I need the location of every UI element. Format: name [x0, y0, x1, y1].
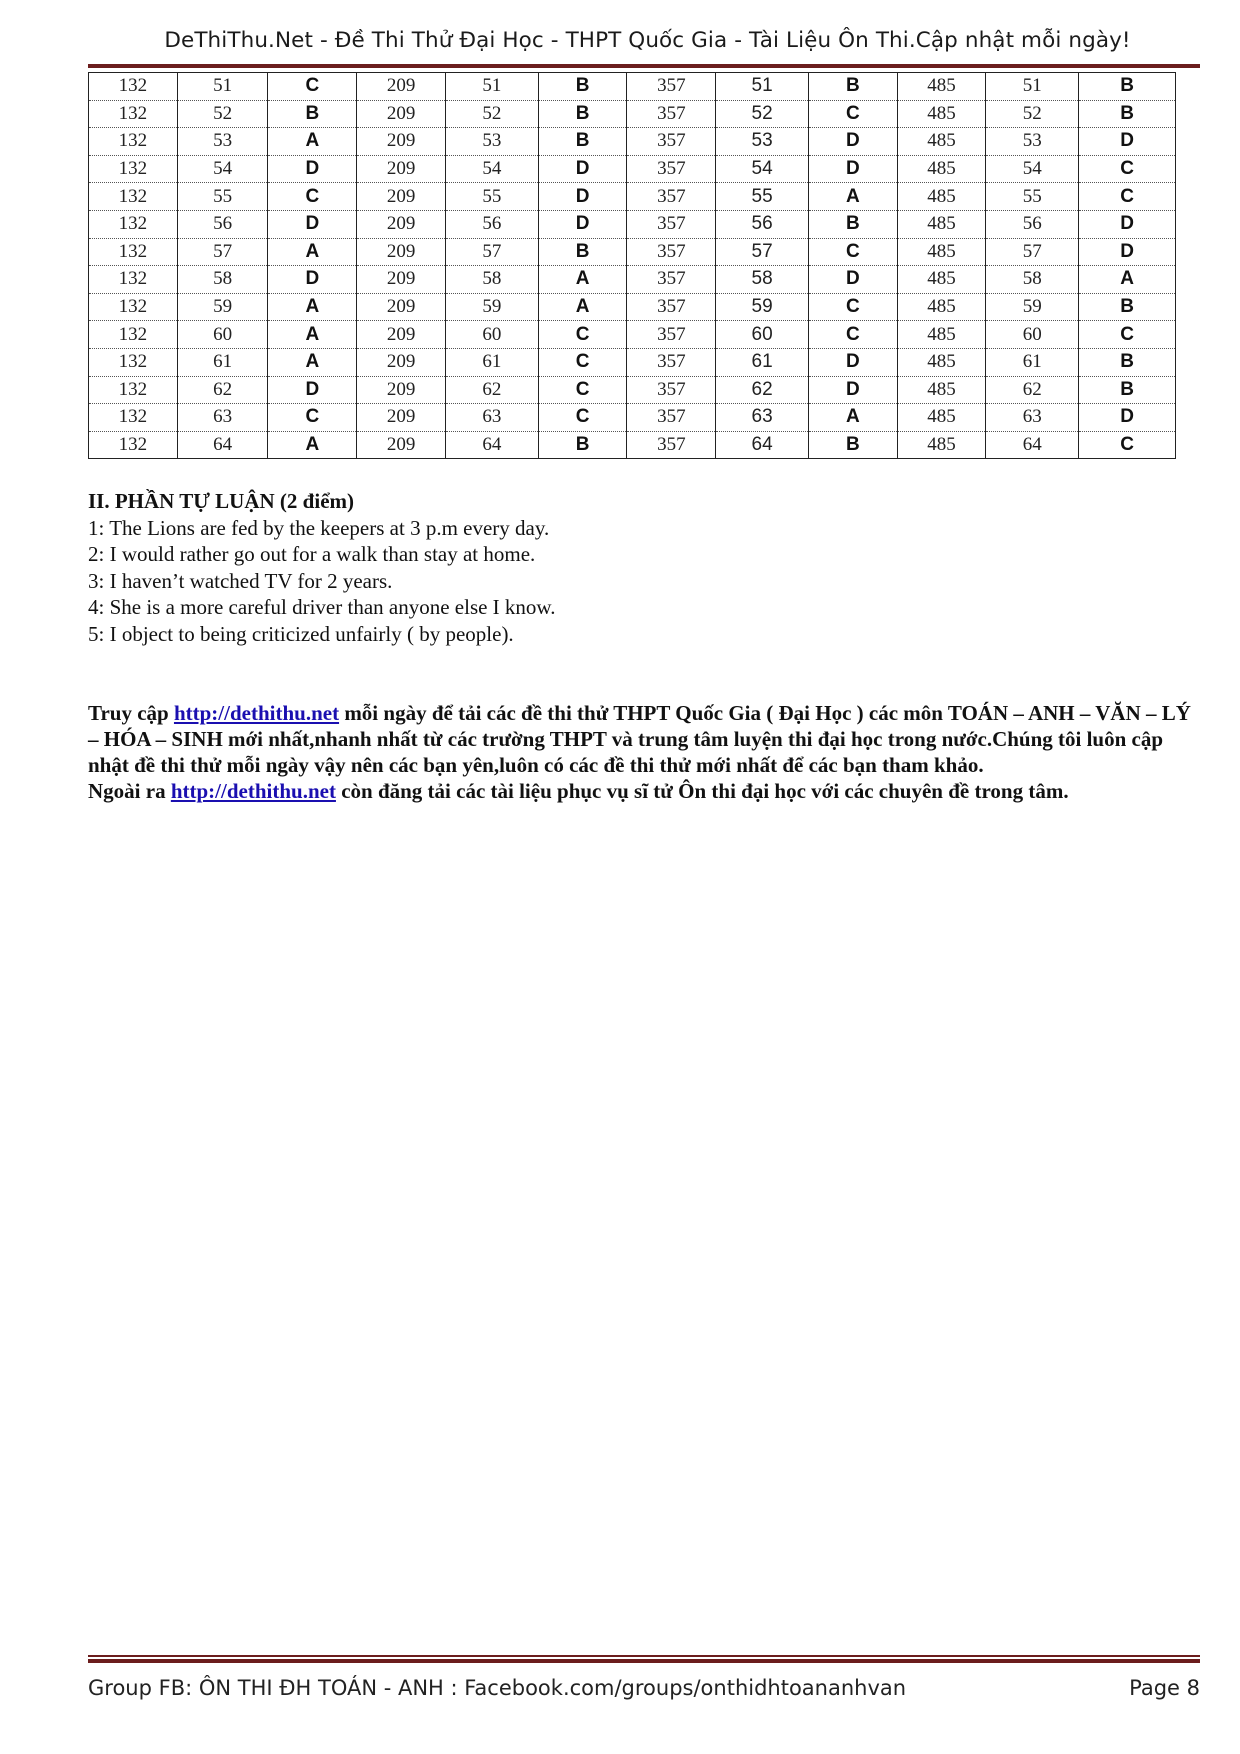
answer-cell: C: [808, 238, 897, 266]
question-number-cell: 60: [445, 321, 538, 349]
exam-code-cell: 485: [897, 238, 986, 266]
answer-cell: D: [808, 155, 897, 183]
question-number-cell: 61: [177, 348, 268, 376]
exam-code-cell: 485: [897, 128, 986, 156]
table-row: [89, 155, 1176, 183]
exam-code-cell: 209: [357, 155, 446, 183]
answer-cell: A: [808, 404, 897, 432]
answer-cell: B: [1079, 348, 1176, 376]
question-number-cell: 51: [445, 73, 538, 101]
answer-cell: C: [538, 321, 627, 349]
exam-code-cell: 209: [357, 376, 446, 404]
answer-cell: D: [1079, 238, 1176, 266]
question-number-cell: 58: [445, 266, 538, 294]
question-number-cell: 61: [716, 348, 809, 376]
essay-line-3: 3: I haven’t watched TV for 2 years.: [88, 568, 393, 593]
exam-code-cell: 132: [89, 404, 178, 432]
answer-cell: B: [1079, 100, 1176, 128]
question-number-cell: 57: [445, 238, 538, 266]
answer-cell: B: [538, 128, 627, 156]
exam-code-cell: 209: [357, 73, 446, 101]
answer-cell: B: [268, 100, 357, 128]
question-number-cell: 54: [986, 155, 1079, 183]
exam-code-cell: 357: [627, 348, 716, 376]
exam-code-cell: 209: [357, 431, 446, 459]
exam-code-cell: 485: [897, 376, 986, 404]
answer-cell: A: [538, 266, 627, 294]
answer-cell: D: [268, 266, 357, 294]
question-number-cell: 53: [986, 128, 1079, 156]
exam-code-cell: 132: [89, 376, 178, 404]
answer-cell: D: [808, 128, 897, 156]
question-number-cell: 56: [177, 210, 268, 238]
exam-code-cell: 485: [897, 210, 986, 238]
exam-code-cell: 132: [89, 238, 178, 266]
question-number-cell: 58: [986, 266, 1079, 294]
question-number-cell: 52: [716, 100, 809, 128]
question-number-cell: 59: [716, 293, 809, 321]
question-number-cell: 57: [716, 238, 809, 266]
exam-code-cell: 132: [89, 210, 178, 238]
exam-code-cell: 132: [89, 348, 178, 376]
answer-cell: D: [808, 376, 897, 404]
table-row: [89, 73, 1176, 101]
question-number-cell: 52: [986, 100, 1079, 128]
question-number-cell: 62: [986, 376, 1079, 404]
exam-code-cell: 485: [897, 404, 986, 432]
answer-cell: C: [808, 293, 897, 321]
question-number-cell: 60: [986, 321, 1079, 349]
exam-code-cell: 357: [627, 293, 716, 321]
dethithu-link-1[interactable]: http://dethithu.net: [173, 701, 340, 725]
question-number-cell: 55: [986, 183, 1079, 211]
table-row: [89, 238, 1176, 266]
exam-code-cell: 132: [89, 293, 178, 321]
header-rule: [88, 64, 1200, 68]
promo-p2-after: còn đăng tải các tài liệu phục vụ sĩ tử Ôn thi đại học với các chuyên đề trong tâm.: [335, 779, 1069, 803]
table-row: [89, 128, 1176, 156]
question-number-cell: 55: [716, 183, 809, 211]
answer-cell: D: [268, 376, 357, 404]
dethithu-link-2[interactable]: http://dethithu.net: [170, 779, 336, 803]
exam-code-cell: 209: [357, 404, 446, 432]
exam-code-cell: 485: [897, 100, 986, 128]
question-number-cell: 58: [716, 266, 809, 294]
question-number-cell: 61: [445, 348, 538, 376]
answer-cell: A: [268, 431, 357, 459]
answer-cell: B: [808, 73, 897, 101]
table-row: [89, 266, 1176, 294]
question-number-cell: 58: [177, 266, 268, 294]
question-number-cell: 52: [445, 100, 538, 128]
promo-p1-after: mỗi ngày để tải các đề thi thử THPT Quốc Gia ( Đại Học ) các môn TOÁN – ANH – VĂN – LÝ – HÓA – SINH mới nhất,nhanh nhất từ các trường THPT và trung tâm luyện thi đại học trong nước.Chúng tôi luôn cập nhật đề thi thử mỗi ngày vậy nên các bạn yên,luôn có các đề thi thử mới nhất để các bạn tham khảo.: [88, 701, 1191, 777]
answer-cell: A: [808, 183, 897, 211]
exam-code-cell: 357: [627, 431, 716, 459]
question-number-cell: 51: [986, 73, 1079, 101]
answer-cell: D: [538, 183, 627, 211]
exam-code-cell: 132: [89, 321, 178, 349]
promo-section: [88, 700, 1200, 804]
promo-paragraph-2: [88, 778, 1200, 804]
answer-cell: A: [268, 321, 357, 349]
question-number-cell: 53: [445, 128, 538, 156]
question-number-cell: 62: [445, 376, 538, 404]
exam-code-cell: 485: [897, 348, 986, 376]
answer-cell: D: [268, 210, 357, 238]
table-row: [89, 376, 1176, 404]
exam-code-cell: 209: [357, 348, 446, 376]
promo-p1-before: Truy cập: [88, 701, 174, 725]
answer-cell: B: [538, 238, 627, 266]
exam-code-cell: 132: [89, 183, 178, 211]
question-number-cell: 63: [986, 404, 1079, 432]
question-number-cell: 55: [177, 183, 268, 211]
table-row: [89, 210, 1176, 238]
question-number-cell: 51: [177, 73, 268, 101]
exam-code-cell: 357: [627, 210, 716, 238]
question-number-cell: 53: [177, 128, 268, 156]
answer-cell: B: [1079, 293, 1176, 321]
answer-table-body: [89, 73, 1176, 459]
question-number-cell: 64: [716, 431, 809, 459]
answer-cell: C: [1079, 321, 1176, 349]
exam-code-cell: 485: [897, 266, 986, 294]
exam-code-cell: 209: [357, 266, 446, 294]
question-number-cell: 55: [445, 183, 538, 211]
answer-cell: D: [1079, 210, 1176, 238]
answer-cell: B: [808, 431, 897, 459]
question-number-cell: 54: [716, 155, 809, 183]
exam-code-cell: 209: [357, 321, 446, 349]
answer-cell: D: [1079, 128, 1176, 156]
answer-cell: B: [1079, 73, 1176, 101]
exam-code-cell: 209: [357, 128, 446, 156]
exam-code-cell: 132: [89, 155, 178, 183]
exam-code-cell: 132: [89, 73, 178, 101]
answer-cell: C: [1079, 155, 1176, 183]
answer-cell: B: [538, 431, 627, 459]
answer-cell: A: [268, 293, 357, 321]
essay-line-5: 5: I object to being criticized unfairly ( by people).: [88, 621, 514, 646]
answer-cell: A: [1079, 266, 1176, 294]
answer-cell: A: [268, 128, 357, 156]
answer-cell: B: [538, 73, 627, 101]
table-row: [89, 321, 1176, 349]
answer-table: [88, 72, 1176, 459]
exam-code-cell: 132: [89, 128, 178, 156]
answer-cell: C: [268, 404, 357, 432]
exam-code-cell: 357: [627, 100, 716, 128]
essay-line-4: 4: She is a more careful driver than anyone else I know.: [88, 595, 556, 619]
exam-code-cell: 209: [357, 100, 446, 128]
exam-code-cell: 357: [627, 321, 716, 349]
exam-code-cell: 132: [89, 100, 178, 128]
essay-line-2: 2: I would rather go out for a walk than stay at home.: [88, 542, 536, 566]
exam-code-cell: 357: [627, 404, 716, 432]
question-number-cell: 53: [716, 128, 809, 156]
answer-cell: C: [268, 73, 357, 101]
question-number-cell: 62: [716, 376, 809, 404]
question-number-cell: 64: [445, 431, 538, 459]
question-number-cell: 54: [177, 155, 268, 183]
question-number-cell: 59: [445, 293, 538, 321]
exam-code-cell: 357: [627, 183, 716, 211]
exam-code-cell: 209: [357, 238, 446, 266]
question-number-cell: 59: [177, 293, 268, 321]
question-number-cell: 62: [177, 376, 268, 404]
exam-code-cell: 485: [897, 321, 986, 349]
question-number-cell: 56: [716, 210, 809, 238]
answer-cell: D: [538, 155, 627, 183]
essay-line-1: 1: The Lions are fed by the keepers at 3 p.m every day.: [88, 515, 550, 540]
essay-section: [88, 488, 1188, 647]
exam-code-cell: 357: [627, 73, 716, 101]
answer-cell: C: [808, 321, 897, 349]
question-number-cell: 61: [986, 348, 1079, 376]
exam-code-cell: 485: [897, 293, 986, 321]
table-row: [89, 348, 1176, 376]
question-number-cell: 57: [177, 238, 268, 266]
promo-p2-before: Ngoài ra: [88, 779, 171, 803]
answer-cell: C: [1079, 183, 1176, 211]
answer-cell: B: [808, 210, 897, 238]
footer-rule-thin: [88, 1655, 1200, 1657]
question-number-cell: 60: [177, 321, 268, 349]
question-number-cell: 63: [445, 404, 538, 432]
answer-cell: D: [808, 348, 897, 376]
answer-cell: C: [268, 183, 357, 211]
table-row: [89, 100, 1176, 128]
question-number-cell: 57: [986, 238, 1079, 266]
question-number-cell: 59: [986, 293, 1079, 321]
answer-cell: A: [268, 238, 357, 266]
exam-code-cell: 209: [357, 210, 446, 238]
exam-code-cell: 485: [897, 73, 986, 101]
question-number-cell: 52: [177, 100, 268, 128]
exam-code-cell: 357: [627, 238, 716, 266]
question-number-cell: 60: [716, 321, 809, 349]
answer-cell: C: [808, 100, 897, 128]
table-row: [89, 293, 1176, 321]
exam-code-cell: 132: [89, 431, 178, 459]
answer-cell: D: [268, 155, 357, 183]
answer-cell: D: [808, 266, 897, 294]
question-number-cell: 56: [445, 210, 538, 238]
exam-code-cell: 132: [89, 266, 178, 294]
essay-title: II. PHẦN TỰ LUẬN (2 điểm): [88, 489, 354, 513]
question-number-cell: 54: [445, 155, 538, 183]
exam-code-cell: 357: [627, 266, 716, 294]
question-number-cell: 63: [177, 404, 268, 432]
answer-cell: B: [1079, 376, 1176, 404]
page-number: Page 8: [1129, 1676, 1200, 1700]
promo-paragraph-1: [88, 700, 1200, 778]
answer-cell: A: [538, 293, 627, 321]
answer-cell: D: [1079, 404, 1176, 432]
exam-code-cell: 357: [627, 128, 716, 156]
answer-cell: B: [538, 100, 627, 128]
footer-rule-thick: [88, 1659, 1200, 1663]
answer-cell: C: [538, 404, 627, 432]
question-number-cell: 63: [716, 404, 809, 432]
table-row: [89, 183, 1176, 211]
table-row: [89, 431, 1176, 459]
answer-cell: C: [538, 348, 627, 376]
exam-code-cell: 485: [897, 183, 986, 211]
exam-code-cell: 357: [627, 376, 716, 404]
footer-group-text: Group FB: ÔN THI ĐH TOÁN - ANH : Facebook.com/groups/onthidhtoananhvan: [88, 1676, 907, 1700]
answer-cell: C: [538, 376, 627, 404]
exam-code-cell: 485: [897, 431, 986, 459]
exam-code-cell: 209: [357, 183, 446, 211]
question-number-cell: 64: [177, 431, 268, 459]
question-number-cell: 51: [716, 73, 809, 101]
question-number-cell: 64: [986, 431, 1079, 459]
exam-code-cell: 485: [897, 155, 986, 183]
answer-cell: D: [538, 210, 627, 238]
exam-code-cell: 357: [627, 155, 716, 183]
answer-cell: C: [1079, 431, 1176, 459]
question-number-cell: 56: [986, 210, 1079, 238]
answer-cell: A: [268, 348, 357, 376]
table-row: [89, 404, 1176, 432]
exam-code-cell: 209: [357, 293, 446, 321]
page-header: DeThiThu.Net - Đề Thi Thử Đại Học - THPT Quốc Gia - Tài Liệu Ôn Thi.Cập nhật mỗi ngày!: [164, 28, 1131, 53]
